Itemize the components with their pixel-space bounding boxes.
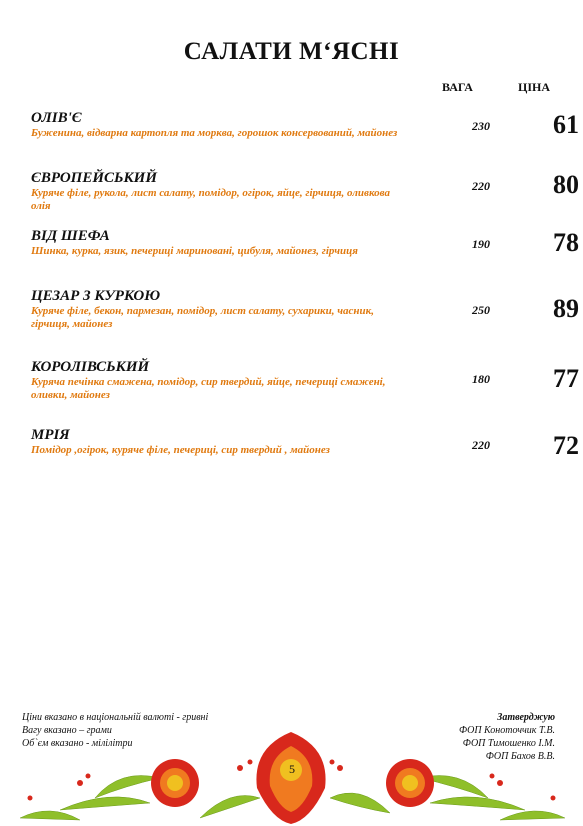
item-price: 89 (553, 294, 579, 323)
item-name: МРІЯ (31, 427, 70, 443)
menu-item (31, 288, 583, 331)
weight-note: Вагу вказано – грами (22, 725, 112, 736)
item-description: Куряча печінка смажена, помідор, сир твердий, яйце, печериці смажені, оливки, майонез (31, 376, 386, 401)
item-description: Куряче філе, рукола, лист салату, помідор, огірок, яйце, гірчиця, оливкова олія (31, 187, 390, 212)
menu-item (31, 228, 583, 258)
item-price: 80 (553, 170, 579, 199)
menu-item (31, 110, 583, 140)
item-price: 72 (553, 431, 579, 460)
item-price: 61 (553, 110, 579, 139)
item-price: 77 (553, 364, 579, 393)
price-column-header: ЦІНА (518, 80, 551, 94)
item-description: Буженина, відварна картопля та морква, горошок консервований, майонез (31, 127, 398, 139)
page-number: 5 (289, 762, 295, 776)
weight-column-header: ВАГА (442, 80, 473, 94)
item-description: Куряче філе, бекон, пармезан, помідор, лист салату, сухарики, часник, гірчиця, майонез (31, 305, 374, 330)
menu-item (31, 359, 583, 402)
menu-item (31, 170, 583, 213)
item-weight: 180 (472, 372, 490, 386)
currency-note: Ціни вказано в національній валюті - гривні (22, 712, 209, 723)
item-weight: 220 (472, 438, 490, 452)
signatory: ФОП Коноточчик Т.В. (458, 725, 555, 736)
item-price: 78 (553, 228, 579, 257)
item-name: КОРОЛІВСЬКИЙ (31, 359, 150, 375)
item-weight: 220 (472, 179, 490, 193)
floral-ornament (0, 728, 583, 826)
volume-note: Об`єм вказано - мілілітри (22, 738, 133, 749)
page-title: САЛАТИ М‘ЯСНІ (183, 38, 400, 65)
approval-label: Затверджую (497, 712, 555, 723)
menu-item (31, 427, 583, 460)
item-weight: 250 (472, 303, 490, 317)
item-weight: 190 (472, 237, 490, 251)
item-name: ЦЕЗАР З КУРКОЮ (31, 288, 161, 304)
signatory: ФОП Тимошенко І.М. (462, 738, 555, 749)
item-description: Помідор ,огірок, куряче філе, печериці, сир твердий , майонез (31, 444, 330, 456)
item-description: Шинка, курка, язик, печериці мариновані, цибуля, майонез, гірчиця (31, 245, 358, 257)
signatory: ФОП Бахов В.В. (485, 751, 555, 762)
item-name: ЄВРОПЕЙСЬКИЙ (31, 170, 158, 186)
item-name: ВІД ШЕФА (31, 228, 110, 244)
item-name: ОЛІВ'Є (31, 110, 82, 126)
item-weight: 230 (472, 119, 490, 133)
